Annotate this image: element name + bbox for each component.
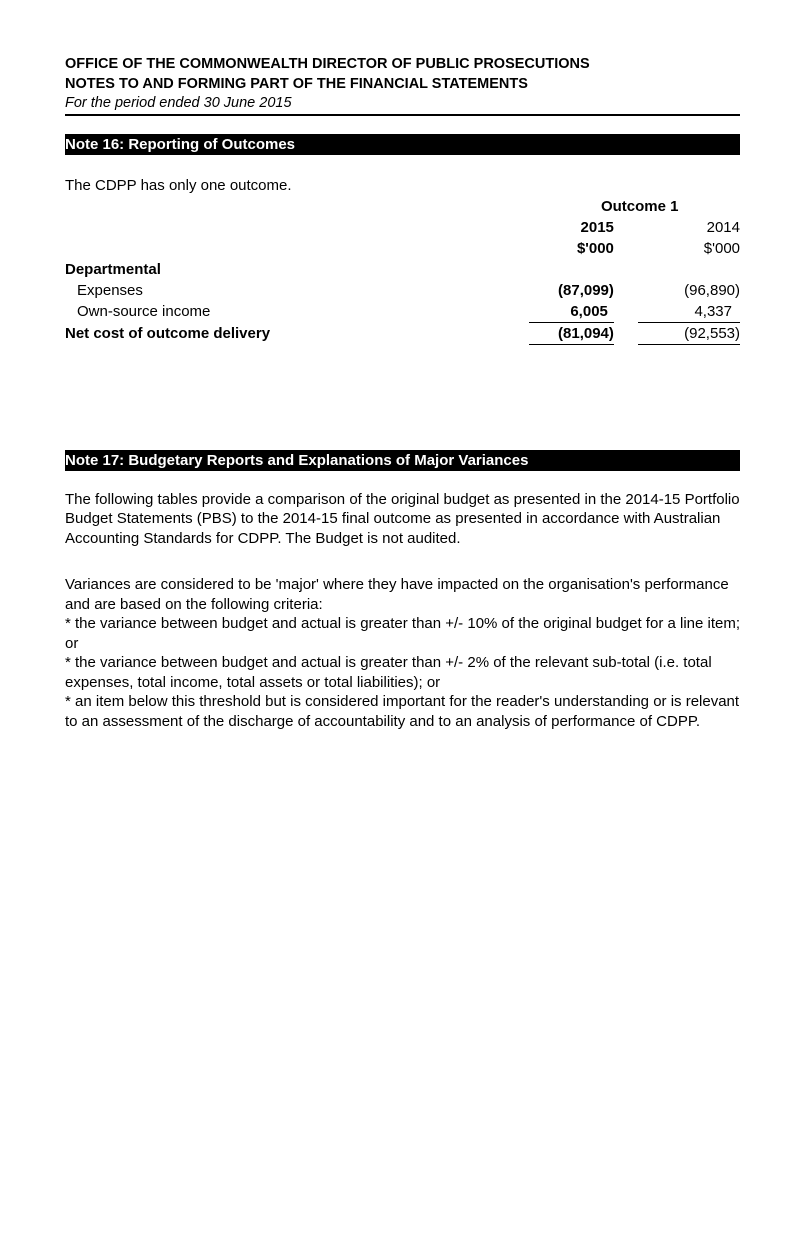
criteria-item: * the variance between budget and actual is greater than +/- 10% of the original budget for a line item; or [65,615,741,652]
note17-title-bar: Note 17: Budgetary Reports and Explanations of Major Variances [65,450,740,471]
year-header-row [65,217,740,238]
year-2014: 2014 [706,218,740,236]
expenses-2015: (87,099) [558,281,614,299]
note16-title-bar: Note 16: Reporting of Outcomes [65,134,740,155]
income-2014: 4,337 [638,301,740,323]
header-divider [65,114,740,116]
outcome-header-row [65,196,740,217]
unit-2015: $'000 [576,239,614,257]
year-2015: 2015 [580,218,614,236]
row-label-expenses: Expenses [77,281,143,299]
note17-paragraph-1: The following tables provide a comparison of the original budget as presented in the 2014-15 Portfolio Budget Statements (PBS) to the 2014-15 final outcome as presented in accordance with Australian Accounting Standards for CDPP. The Budget is not audited. [65,490,740,547]
total-2014: (92,553) [638,322,740,344]
header-period: For the period ended 30 June 2015 [65,95,292,111]
criteria-item: * an item below this threshold but is considered important for the reader's understanding or is relevant to an assessment of the discharge of accountability and to an analysis of performance of CDPP. [65,693,740,730]
total-label: Net cost of outcome delivery [65,324,271,342]
unit-header-row [65,238,740,259]
header-org-title: OFFICE OF THE COMMONWEALTH DIRECTOR OF PUBLIC PROSECUTIONS [65,56,590,72]
income-2015: 6,005 [529,301,613,323]
note16-intro: The CDPP has only one outcome. [65,177,292,194]
criteria-item: * the variance between budget and actual is greater than +/- 2% of the relevant sub-total (i.e. total expenses, total income, total assets or total liabilities); or [65,654,712,691]
table-row [65,301,740,323]
expenses-2014: (96,890) [684,281,740,299]
header-statement-title: NOTES TO AND FORMING PART OF THE FINANCIAL STATEMENTS [65,76,528,92]
criteria-intro: Variances are considered to be 'major' where they have impacted on the organisation's performance and are based on the following criteria: [65,576,729,613]
outcomes-table [65,196,740,345]
outcome-label: Outcome 1 [600,197,679,215]
document-page [65,54,740,731]
section-row [65,259,740,280]
row-label-own-source-income: Own-source income [77,302,211,320]
document-header [65,54,740,116]
total-2015: (81,094) [529,322,613,344]
unit-2014: $'000 [703,239,740,257]
total-row [65,322,740,344]
table-row [65,280,740,301]
section-departmental: Departmental [65,260,161,278]
variance-criteria [65,575,740,731]
